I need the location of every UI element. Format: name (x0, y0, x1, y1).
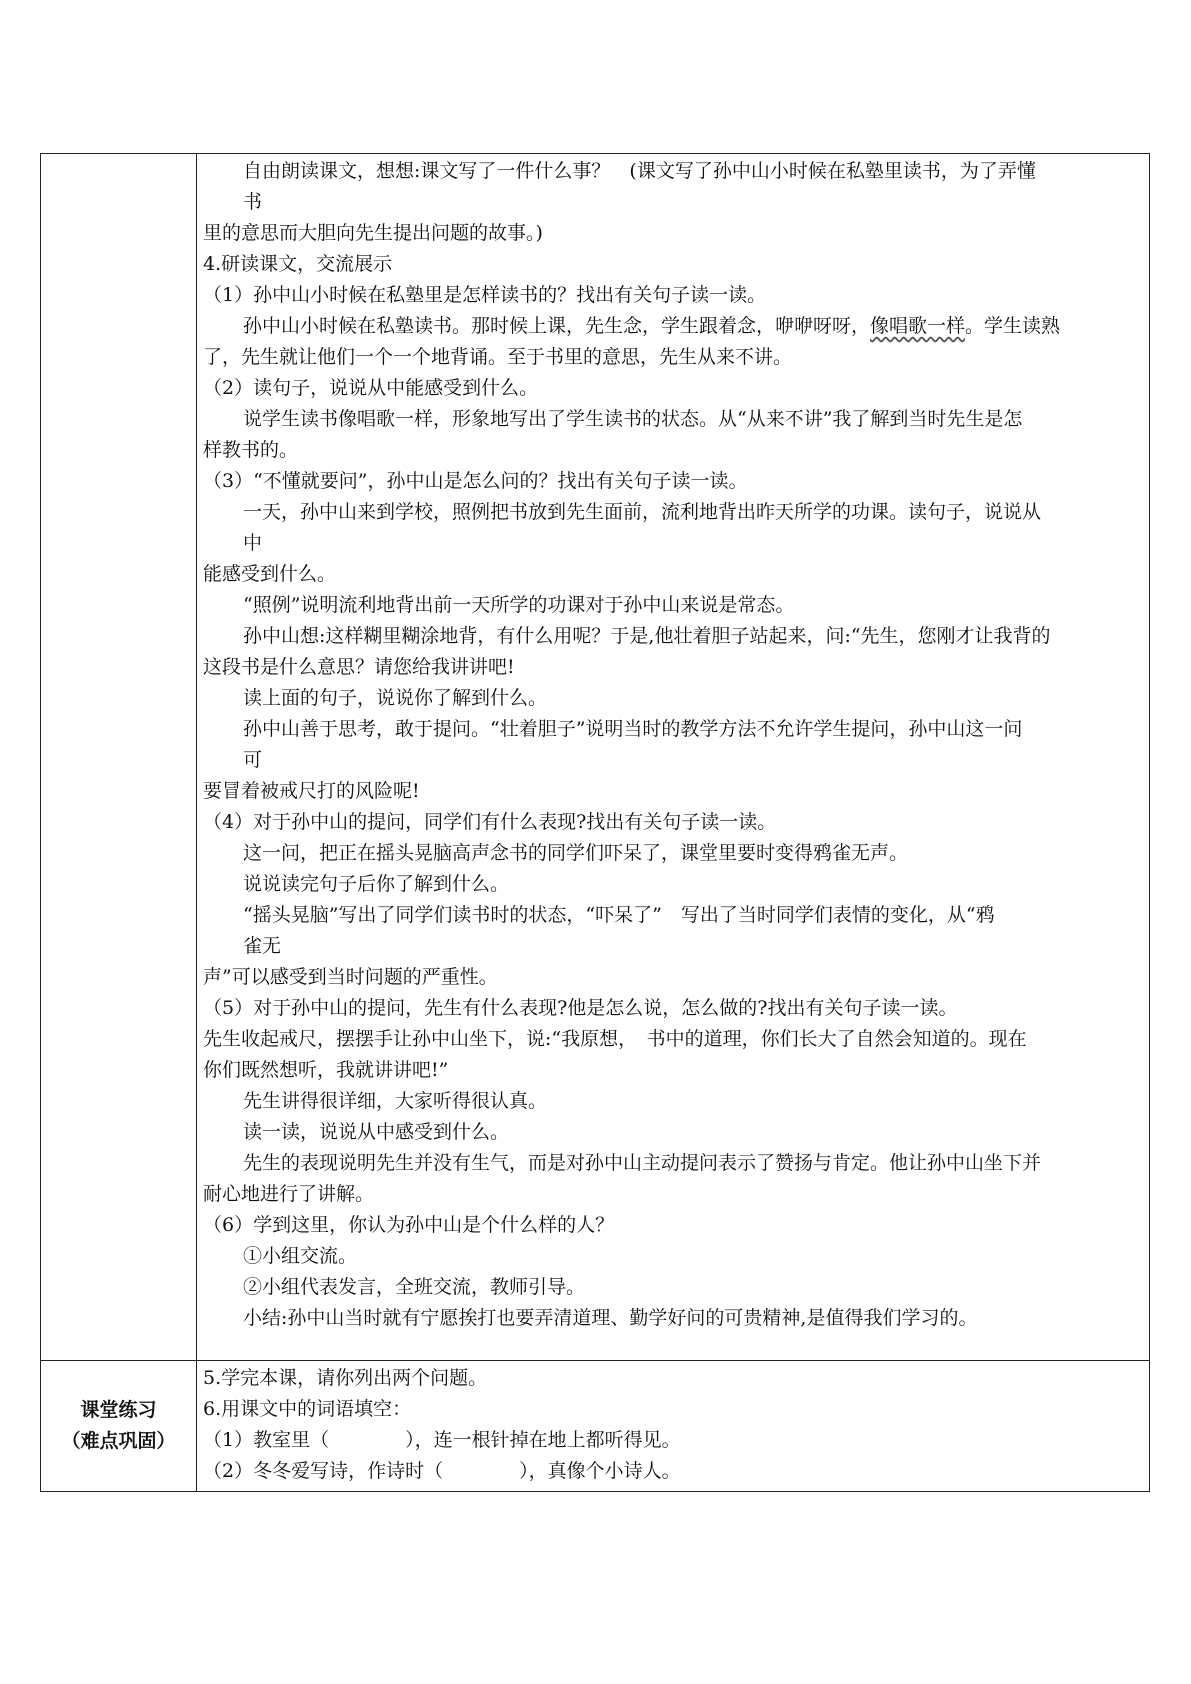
line-text: 孙中山善于思考，敢于提问。“壮着胆子”说明当时的教学方法不允许学生提问，孙中山这一问 (243, 718, 1023, 740)
line-text: 要冒着被戒尺打的风险呢! (203, 780, 420, 802)
text-line (203, 993, 1145, 1024)
text-line (203, 311, 1145, 342)
line-text: （6）学到这里，你认为孙中山是个什么样的人？ (203, 1214, 615, 1236)
text-line (203, 218, 1145, 249)
line-text: （2）冬冬爱写诗，作诗时（ ），真像个小诗人。 (203, 1460, 681, 1482)
text-line (203, 1394, 1145, 1425)
exercise-label-cell (41, 1361, 197, 1492)
wavy-underlined-text: 像唱歌一样 (870, 315, 966, 337)
line-text: （4）对于孙中山的提问，同学们有什么表现?找出有关句子读一读。 (203, 811, 777, 833)
text-line (203, 1425, 1145, 1456)
line-text: “摇头晃脑”写出了同学们读书时的状态，“吓呆了” 写出了当时同学们表情的变化，从“鸦 (243, 904, 995, 926)
line-text: 了，先生就让他们一个一个地背诵。至于书里的意思，先生从来不讲。 (203, 346, 793, 368)
text-line (203, 900, 1145, 931)
text-line (203, 1148, 1145, 1179)
text-line (203, 1055, 1145, 1086)
line-text: 说学生读书像唱歌一样，形象地写出了学生读书的状态。从“从来不讲”我了解到当时先生是怎 (243, 408, 1023, 430)
line-text: 耐心地进行了讲解。 (203, 1183, 375, 1205)
line-text: （5）对于孙中山的提问，先生有什么表现?他是怎么说，怎么做的?找出有关句子读一读。 (203, 997, 958, 1019)
text-line (203, 249, 1145, 280)
text-line (203, 404, 1145, 435)
text-line (203, 497, 1145, 528)
text-line (203, 590, 1145, 621)
exercise-content-cell (197, 1361, 1150, 1492)
line-text: 这段书是什么意思？请您给我讲讲吧! (203, 656, 515, 678)
line-text: 书 (243, 191, 263, 213)
text-line (203, 1456, 1145, 1487)
text-line (203, 745, 1145, 776)
line-text: 先生收起戒尺，摆摆手让孙中山坐下，说:“我原想， 书中的道理，你们长大了自然会知道的。现在 (203, 1028, 1027, 1050)
text-line (203, 838, 1145, 869)
text-line (203, 807, 1145, 838)
text-line (203, 280, 1145, 311)
line-text: 一天，孙中山来到学校，照例把书放到先生面前，流利地背出昨天所学的功课。读句子，说说从 (243, 501, 1042, 523)
text-line (203, 187, 1145, 218)
line-text: 小结:孙中山当时就有宁愿挨打也要弄清道理、勤学好问的可贵精神,是值得我们学习的。 (243, 1307, 978, 1329)
text-line (203, 466, 1145, 497)
text-line (203, 1024, 1145, 1055)
line-text: 说说读完句子后你了解到什么。 (243, 873, 510, 895)
exercise-label-title: 课堂练习 (80, 1399, 157, 1421)
line-text: （3）“不懂就要问”，孙中山是怎么问的？找出有关句子读一读。 (203, 470, 748, 492)
text-line (203, 1117, 1145, 1148)
line-text: 孙中山想:这样糊里糊涂地背，有什么用呢？于是,他壮着胆子站起来，问:“先生，您刚才让我背的 (243, 625, 1051, 647)
text-line (203, 962, 1145, 993)
text-line (203, 869, 1145, 900)
lesson-row-exercise (41, 1361, 1150, 1492)
text-line (203, 559, 1145, 590)
text-line (203, 373, 1145, 404)
exercise-label-subtitle: （难点巩固） (61, 1430, 176, 1452)
line-text: 4.研读课文，交流展示 (203, 253, 393, 275)
text-line (203, 1179, 1145, 1210)
line-text: 6.用课文中的词语填空： (203, 1398, 412, 1420)
text-line (203, 1210, 1145, 1241)
text-line (203, 528, 1145, 559)
line-text: 5.学完本课，请你列出两个问题。 (203, 1367, 488, 1389)
text-line (203, 776, 1145, 807)
text-line (203, 714, 1145, 745)
text-line (203, 1363, 1145, 1394)
line-text: （2）读句子，说说从中能感受到什么。 (203, 377, 539, 399)
text-line (203, 1086, 1145, 1117)
text-line (203, 156, 1145, 187)
text-line (203, 931, 1145, 962)
line-text: ①小组交流。 (243, 1245, 358, 1267)
line-text: 先生的表现说明先生并没有生气，而是对孙中山主动提问表示了赞扬与肯定。他让孙中山坐下并 (243, 1152, 1042, 1174)
text-line (203, 435, 1145, 466)
line-text: ②小组代表发言，全班交流，教师引导。 (243, 1276, 586, 1298)
line-text: 这一问，把正在摇头晃脑高声念书的同学们吓呆了，课堂里要时变得鸦雀无声。 (243, 842, 909, 864)
text-line (203, 1241, 1145, 1272)
line-text: 孙中山小时候在私塾读书。那时候上课，先生念，学生跟着念，咿咿呀呀， (243, 315, 871, 337)
reading-content (197, 154, 1149, 1360)
line-text: 样教书的。 (203, 439, 299, 461)
line-text: 声”可以感受到当时问题的严重性。 (203, 966, 498, 988)
lesson-row-reading (41, 154, 1150, 1361)
exercise-content (197, 1361, 1149, 1491)
line-text-tail: 。学生读熟 (965, 315, 1061, 337)
reading-content-cell (197, 154, 1150, 1361)
line-text: 可 (243, 749, 263, 771)
text-line (203, 1303, 1145, 1334)
line-text: 能感受到什么。 (203, 563, 337, 585)
text-line (203, 652, 1145, 683)
line-text: 雀无 (243, 935, 282, 957)
line-text: （1）孙中山小时候在私塾里是怎样读书的？找出有关句子读一读。 (203, 284, 767, 306)
text-line (203, 342, 1145, 373)
text-line (203, 683, 1145, 714)
text-line (203, 1272, 1145, 1303)
line-text: 自由朗读课文，想想:课文写了一件什么事？ (课文写了孙中山小时候在私塾里读书，为了弄懂 (243, 160, 1036, 182)
line-text: 里的意思而大胆向先生提出问题的故事。) (203, 222, 543, 244)
line-text: 读一读，说说从中感受到什么。 (243, 1121, 510, 1143)
line-text: 先生讲得很详细，大家听得很认真。 (243, 1090, 548, 1112)
line-text: 你们既然想听，我就讲讲吧!” (203, 1059, 449, 1081)
line-text: 中 (243, 532, 263, 554)
line-text: （1）教室里（ ），连一根针掉在地上都听得见。 (203, 1429, 681, 1451)
line-text: 读上面的句子，说说你了解到什么。 (243, 687, 548, 709)
lesson-table (40, 153, 1150, 1492)
line-text: “照例”说明流利地背出前一天所学的功课对于孙中山来说是常态。 (243, 594, 795, 616)
text-line (203, 621, 1145, 652)
row-label-empty (41, 154, 197, 1361)
